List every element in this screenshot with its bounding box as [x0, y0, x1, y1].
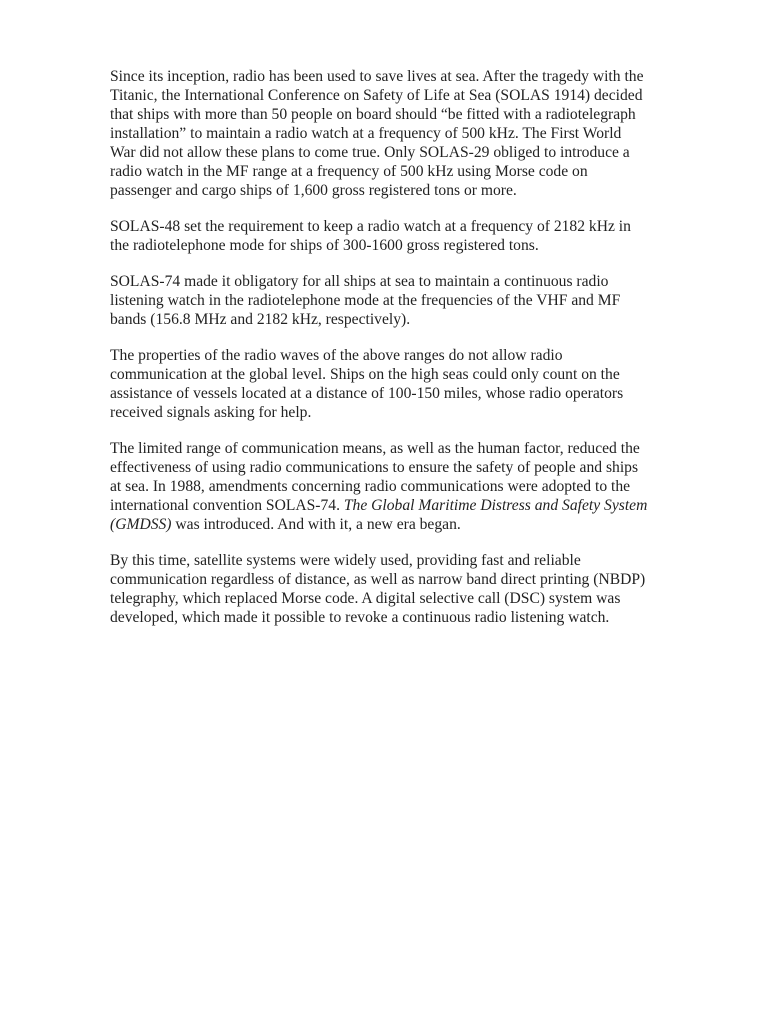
text-segment: was introduced. And with it, a new era began.	[171, 516, 461, 533]
text-line: Since its inception, radio has been used to save lives at sea. After the tragedy with the	[110, 68, 644, 85]
text-line: Titanic, the International Conference on Safety of Life at Sea (SOLAS 1914) decided	[110, 87, 643, 104]
text-line: the radiotelephone mode for ships of 300-1600 gross registered tons.	[110, 237, 539, 254]
text-line	[110, 515, 720, 534]
text-line: SOLAS-48 set the requirement to keep a radio watch at a frequency of 2182 kHz in	[110, 218, 631, 235]
text-line: radio watch in the MF range at a frequency of 500 kHz using Morse code on	[110, 163, 588, 180]
text-line: developed, which made it possible to revoke a continuous radio listening watch.	[110, 609, 610, 626]
text-line: War did not allow these plans to come true. Only SOLAS-29 obliged to introduce a	[110, 144, 630, 161]
text-line	[110, 496, 720, 515]
text-line: The properties of the radio waves of the above ranges do not allow radio	[110, 347, 563, 364]
paragraph-solas-48	[110, 217, 720, 255]
text-line: assistance of vessels located at a distance of 100-150 miles, whose radio operators	[110, 385, 624, 402]
text-line: installation” to maintain a radio watch at a frequency of 500 kHz. The First World	[110, 125, 622, 142]
text-line: SOLAS-74 made it obligatory for all ships at sea to maintain a continuous radio	[110, 273, 609, 290]
paragraph-gmdss-introduction	[110, 439, 720, 534]
text-segment: international convention SOLAS-74.	[110, 497, 344, 514]
text-line: By this time, satellite systems were widely used, providing fast and reliable	[110, 552, 581, 569]
paragraph-radio-wave-limits	[110, 346, 720, 422]
paragraph-satellite-systems	[110, 551, 720, 627]
text-line: communication at the global level. Ships on the high seas could only count on the	[110, 366, 620, 383]
text-line: passenger and cargo ships of 1,600 gross registered tons or more.	[110, 182, 517, 199]
text-line: listening watch in the radiotelephone mode at the frequencies of the VHF and MF	[110, 292, 621, 309]
gmdss-abbreviation-italic: (GMDSS)	[110, 516, 172, 533]
text-line: at sea. In 1988, amendments concerning radio communications were adopted to the	[110, 478, 631, 495]
text-line: communication regardless of distance, as well as narrow band direct printing (NBDP)	[110, 571, 646, 588]
text-line: effectiveness of using radio communications to ensure the safety of people and ships	[110, 459, 639, 476]
paragraph-solas-history	[110, 67, 720, 200]
text-line: The limited range of communication means, as well as the human factor, reduced the	[110, 440, 640, 457]
text-line: telegraphy, which replaced Morse code. A digital selective call (DSC) system was	[110, 590, 621, 607]
text-line: bands (156.8 MHz and 2182 kHz, respectively).	[110, 311, 411, 328]
gmdss-title-italic: The Global Maritime Distress and Safety System	[343, 497, 648, 514]
document-page	[110, 67, 720, 644]
text-line: received signals asking for help.	[110, 404, 312, 421]
text-line: that ships with more than 50 people on board should “be fitted with a radiotelegraph	[110, 106, 636, 123]
paragraph-solas-74	[110, 272, 720, 329]
